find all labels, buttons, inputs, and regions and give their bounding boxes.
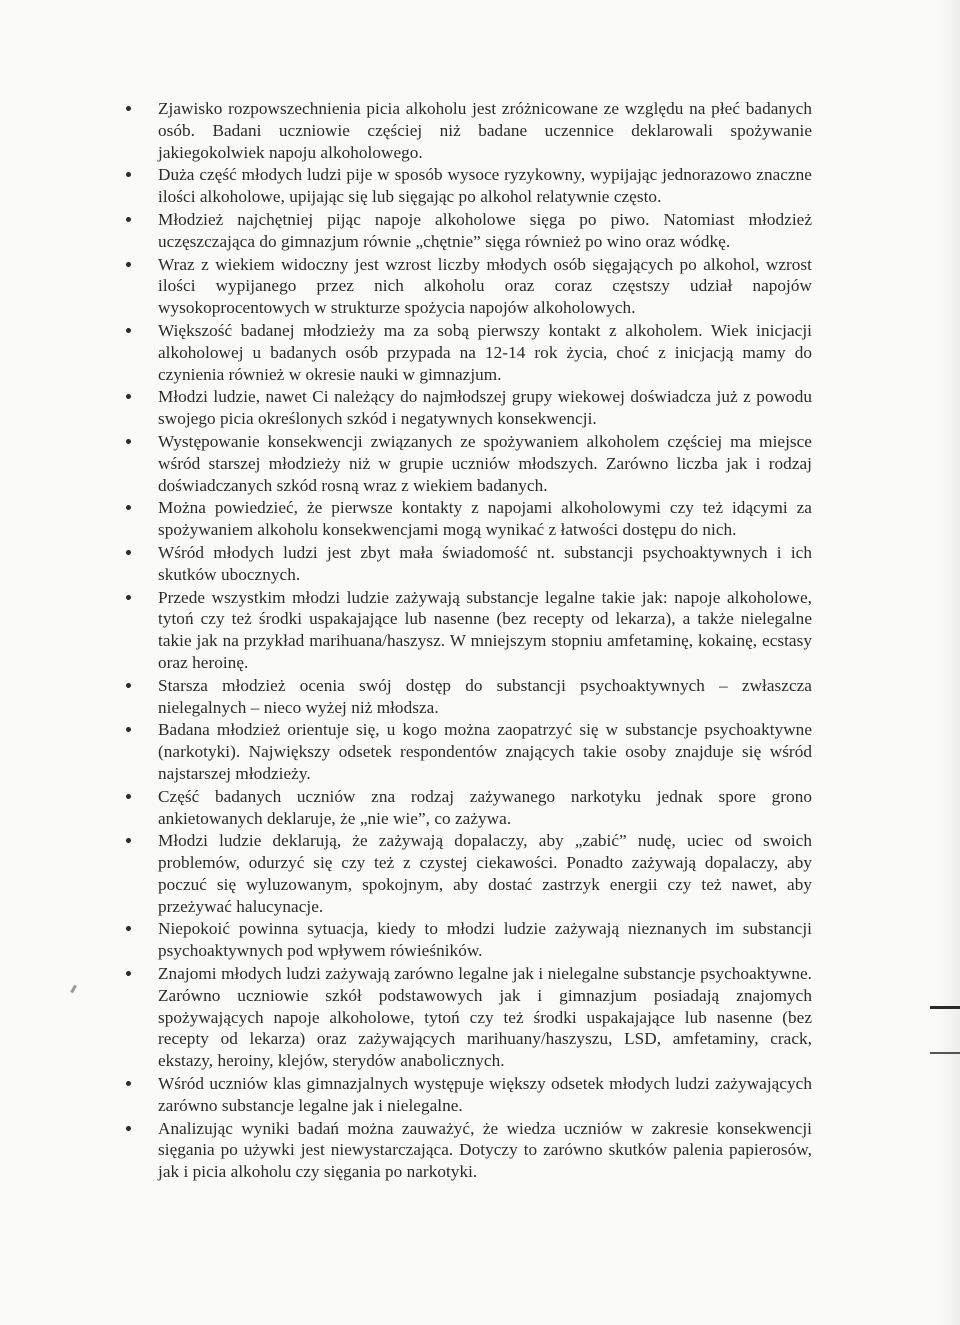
list-item-text: Młodzi ludzie, nawet Ci należący do najmłodszej grupy wiekowej doświadcza już z powodu swojego picia określonych szkód i negatywnych konsekwencji. bbox=[158, 387, 812, 429]
bullet-dot-icon bbox=[126, 550, 131, 555]
bullet-dot-icon bbox=[126, 106, 131, 111]
list-item bbox=[118, 164, 812, 208]
list-item bbox=[118, 209, 812, 253]
list-item-text: Młodzież najchętniej pijąc napoje alkoholowe sięga po piwo. Natomiast młodzież uczęszczająca do gimnazjum równie „chętnie” sięga również po wino oraz wódkę. bbox=[158, 209, 812, 251]
scan-edge-mark bbox=[930, 1006, 960, 1009]
conclusions-list bbox=[118, 98, 812, 1184]
list-item-text: Duża część młodych ludzi pije w sposób wysoce ryzykowny, wypijając jednorazowo znaczne ilości alkoholowe, upijając się lub sięgając po alkohol relatywnie często. bbox=[158, 165, 812, 207]
list-item-text: Znajomi młodych ludzi zażywają zarówno legalne jak i nielegalne substancje psychoaktywne. Zarówno uczniowie szkół podstawowych jak i gimnazjum posiadają znajomych spożywających napoje alkoholowe, tytoń czy też środki uspakajające lub nasenne (bez recepty od lekarza) oraz zażywających marihuany/haszyszu, LSD, amfetaminy, crack, ekstazy, heroiny, klejów, sterydów anabolicznych. bbox=[158, 964, 812, 1071]
bullet-dot-icon bbox=[126, 394, 131, 399]
list-item bbox=[118, 542, 812, 586]
bullet-dot-icon bbox=[126, 595, 131, 600]
list-item-text: Wraz z wiekiem widoczny jest wzrost liczby młodych osób sięgających po alkohol, wzrost ilości wypijanego przez nich alkoholu oraz coraz częstszy udział napojów wysokoprocentowych w strukturze spożycia napojów alkoholowych. bbox=[158, 254, 812, 318]
list-item bbox=[118, 830, 812, 917]
bullet-dot-icon bbox=[126, 1126, 131, 1131]
list-item-text: Można powiedzieć, że pierwsze kontakty z napojami alkoholowymi czy też idącymi za spożywaniem alkoholu konsekwencjami mogą wynikać z łatwości dostępu do nich. bbox=[158, 498, 812, 540]
list-item bbox=[118, 497, 812, 541]
bullet-dot-icon bbox=[126, 172, 131, 177]
list-item-text: Przede wszystkim młodzi ludzie zażywają substancje legalne takie jak: napoje alkoholowe, tytoń czy też środki uspakajające lub nasenne (bez recepty od lekarza), a także nielegalne takie jak na przykład marihuana/haszysz. W mniejszym stopniu amfetaminę, kokainę, ecstasy oraz heroinę. bbox=[158, 587, 812, 672]
scan-stray-mark bbox=[70, 985, 77, 993]
list-item bbox=[118, 1073, 812, 1117]
bullet-dot-icon bbox=[126, 217, 131, 222]
bullet-dot-icon bbox=[126, 727, 131, 732]
list-item bbox=[118, 918, 812, 962]
bullet-dot-icon bbox=[126, 794, 131, 799]
list-item bbox=[118, 587, 812, 674]
bullet-dot-icon bbox=[126, 439, 131, 444]
list-item-text: Zjawisko rozpowszechnienia picia alkoholu jest zróżnicowane ze względu na płeć badanych osób. Badani uczniowie częściej niż badane uczennice deklarowali spożywanie jakiegokolwiek napoju alkoholowego. bbox=[158, 99, 812, 162]
bullet-dot-icon bbox=[126, 683, 131, 688]
list-item bbox=[118, 254, 812, 319]
list-item bbox=[118, 431, 812, 496]
bullet-dot-icon bbox=[126, 838, 131, 843]
list-item bbox=[118, 719, 812, 784]
list-item-text: Młodzi ludzie deklarują, że zażywają dopalaczy, aby „zabić” nudę, uciec od swoich problemów, odurzyć się czy też z czystej ciekawości. Ponadto zażywają dopalaczy, aby poczuć się wyluzowanym, spokojnym, aby dostać zastrzyk energii czy też nawet, aby przeżywać halucynacje. bbox=[158, 831, 812, 916]
list-item-text: Wśród młodych ludzi jest zbyt mała świadomość nt. substancji psychoaktywnych i ich skutków ubocznych. bbox=[158, 542, 812, 584]
list-item bbox=[118, 963, 812, 1072]
scan-edge-mark bbox=[930, 1052, 960, 1054]
list-item bbox=[118, 786, 812, 830]
list-item-text: Niepokoić powinna sytuacja, kiedy to młodzi ludzie zażywają nieznanych im substancji psychoaktywnych pod wpływem rówieśników. bbox=[158, 919, 812, 961]
list-item-text: Badana młodzież orientuje się, u kogo można zaopatrzyć się w substancje psychoaktywne (narkotyki). Największy odsetek respondentów znających takie osoby znajduje się wśród najstarszej młodzieży. bbox=[158, 720, 812, 783]
bullet-dot-icon bbox=[126, 328, 131, 333]
list-item-text: Analizując wyniki badań można zauważyć, że wiedza uczniów w zakresie konsekwencji sięgania po używki jest niewystarczająca. Dotyczy to zarówno skutków palenia papierosów, jak i picia alkoholu czy sięgania po narkotyki. bbox=[158, 1118, 812, 1182]
list-item bbox=[118, 320, 812, 385]
scan-edge-shadow bbox=[938, 0, 960, 1325]
bullet-dot-icon bbox=[126, 1081, 131, 1086]
bullet-dot-icon bbox=[126, 262, 131, 267]
list-item bbox=[118, 386, 812, 430]
list-item bbox=[118, 98, 812, 163]
bullet-dot-icon bbox=[126, 926, 131, 931]
list-item-text: Starsza młodzież ocenia swój dostęp do substancji psychoaktywnych – zwłaszcza nielegalnych – nieco wyżej niż młodsza. bbox=[158, 675, 812, 717]
list-item-text: Występowanie konsekwencji związanych ze spożywaniem alkoholem częściej ma miejsce wśród starszej młodzieży niż w grupie uczniów młodszych. Zarówno liczba jak i rodzaj doświadczanych szkód rosną wraz z wiekiem badanych. bbox=[158, 431, 812, 495]
list-item-text: Część badanych uczniów zna rodzaj zażywanego narkotyku jednak spore grono ankietowanych deklaruje, że „nie wie”, co zażywa. bbox=[158, 786, 812, 828]
list-item bbox=[118, 675, 812, 719]
bullet-dot-icon bbox=[126, 971, 131, 976]
list-item bbox=[118, 1118, 812, 1183]
bullet-dot-icon bbox=[126, 505, 131, 510]
list-item-text: Wśród uczniów klas gimnazjalnych występuje większy odsetek młodych ludzi zażywających zarówno substancje legalne jak i nielegalne. bbox=[158, 1074, 812, 1115]
list-item-text: Większość badanej młodzieży ma za sobą pierwszy kontakt z alkoholem. Wiek inicjacji alkoholowej u badanych osób przypada na 12-14 rok życia, choć z inicjacją mamy do czynienia również w okresie nauki w gimnazjum. bbox=[158, 320, 812, 384]
